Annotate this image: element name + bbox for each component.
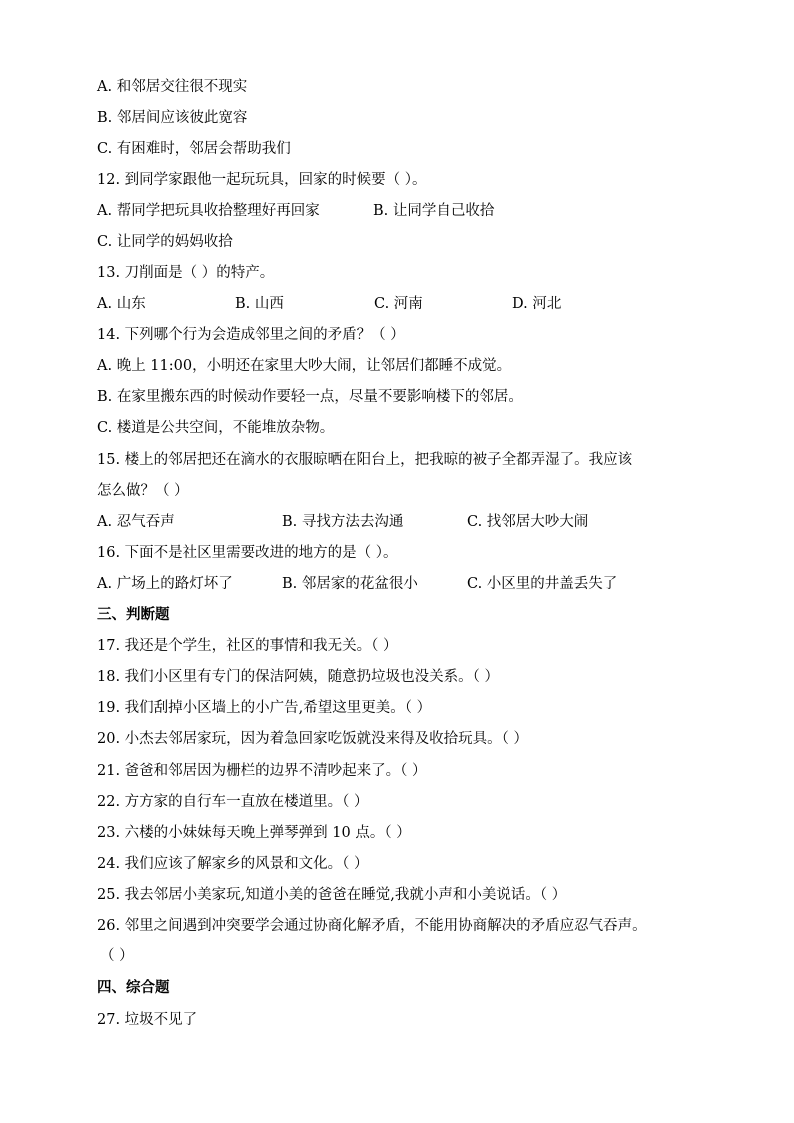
question-15: 15. 楼上的邻居把还在滴水的衣服晾晒在阳台上，把我晾的被子全都弄湿了。我应该 bbox=[97, 452, 633, 468]
question-16: 16. 下面不是社区里需要改进的地方的是（ ）。 bbox=[97, 545, 398, 561]
question-27: 27. 垃圾不见了 bbox=[97, 1012, 198, 1028]
q11-option-c: C. 有困难时，邻居会帮助我们 bbox=[97, 141, 291, 157]
q13-option-b: B. 山西 bbox=[235, 296, 284, 312]
section-heading-judgment: 三、判断题 bbox=[97, 607, 170, 623]
q13-option-d: D. 河北 bbox=[512, 296, 562, 312]
question-25: 25. 我去邻居小美家玩,知道小美的爸爸在睡觉,我就小声和小美说话。（ ） bbox=[97, 887, 567, 903]
q16-option-a: A. 广场上的路灯坏了 bbox=[97, 576, 233, 592]
q11-option-b: B. 邻居间应该彼此宽容 bbox=[97, 110, 248, 126]
question-15-cont: 怎么做？（ ） bbox=[97, 483, 189, 499]
question-21: 21. 爸爸和邻居因为栅栏的边界不清吵起来了。（ ） bbox=[97, 763, 427, 779]
question-22: 22. 方方家的自行车一直放在楼道里。（ ） bbox=[97, 794, 369, 810]
question-20: 20. 小杰去邻居家玩，因为着急回家吃饭就没来得及收拾玩具。（ ） bbox=[97, 731, 529, 747]
q15-option-a: A. 忍气吞声 bbox=[97, 514, 175, 530]
section-heading-comprehensive: 四、综合题 bbox=[97, 980, 170, 996]
question-26: 26. 邻里之间遇到冲突要学会通过协商化解矛盾，不能用协商解决的矛盾应忍气吞声。 bbox=[97, 918, 647, 934]
question-26-answer-blank: （ ） bbox=[100, 948, 134, 964]
q14-option-b: B. 在家里搬东西的时候动作要轻一点，尽量不要影响楼下的邻居。 bbox=[97, 389, 523, 405]
question-18: 18. 我们小区里有专门的保洁阿姨，随意扔垃圾也没关系。（ ） bbox=[97, 669, 500, 685]
q14-option-c: C. 楼道是公共空间，不能堆放杂物。 bbox=[97, 420, 335, 436]
question-17: 17. 我还是个学生，社区的事情和我无关。（ ） bbox=[97, 638, 398, 654]
q13-option-a: A. 山东 bbox=[97, 296, 146, 312]
q14-option-a: A. 晚上 11:00，小明还在家里大吵大闹，让邻居们都睡不成觉。 bbox=[97, 358, 512, 374]
q13-option-c: C. 河南 bbox=[374, 296, 423, 312]
q12-option-b: B. 让同学自己收拾 bbox=[373, 203, 495, 219]
q16-option-c: C. 小区里的井盖丢失了 bbox=[467, 576, 618, 592]
question-24: 24. 我们应该了解家乡的风景和文化。（ ） bbox=[97, 856, 369, 872]
q16-option-b: B. 邻居家的花盆很小 bbox=[282, 576, 418, 592]
question-23: 23. 六楼的小妹妹每天晚上弹琴弹到 10 点。（ ） bbox=[97, 825, 411, 841]
question-13: 13. 刀削面是（ ）的特产。 bbox=[97, 265, 275, 281]
q15-option-b: B. 寻找方法去沟通 bbox=[282, 514, 404, 530]
question-14: 14. 下列哪个行为会造成邻里之间的矛盾？（ ） bbox=[97, 327, 405, 343]
q12-option-a: A. 帮同学把玩具收拾整理好再回家 bbox=[97, 203, 320, 219]
q15-option-c: C. 找邻居大吵大闹 bbox=[467, 514, 589, 530]
question-19: 19. 我们刮掉小区墙上的小广告,希望这里更美。（ ） bbox=[97, 700, 432, 716]
question-12: 12. 到同学家跟他一起玩玩具，回家的时候要（ ）。 bbox=[97, 172, 427, 188]
q12-option-c: C. 让同学的妈妈收拾 bbox=[97, 234, 233, 250]
q11-option-a: A. 和邻居交往很不现实 bbox=[97, 79, 248, 95]
